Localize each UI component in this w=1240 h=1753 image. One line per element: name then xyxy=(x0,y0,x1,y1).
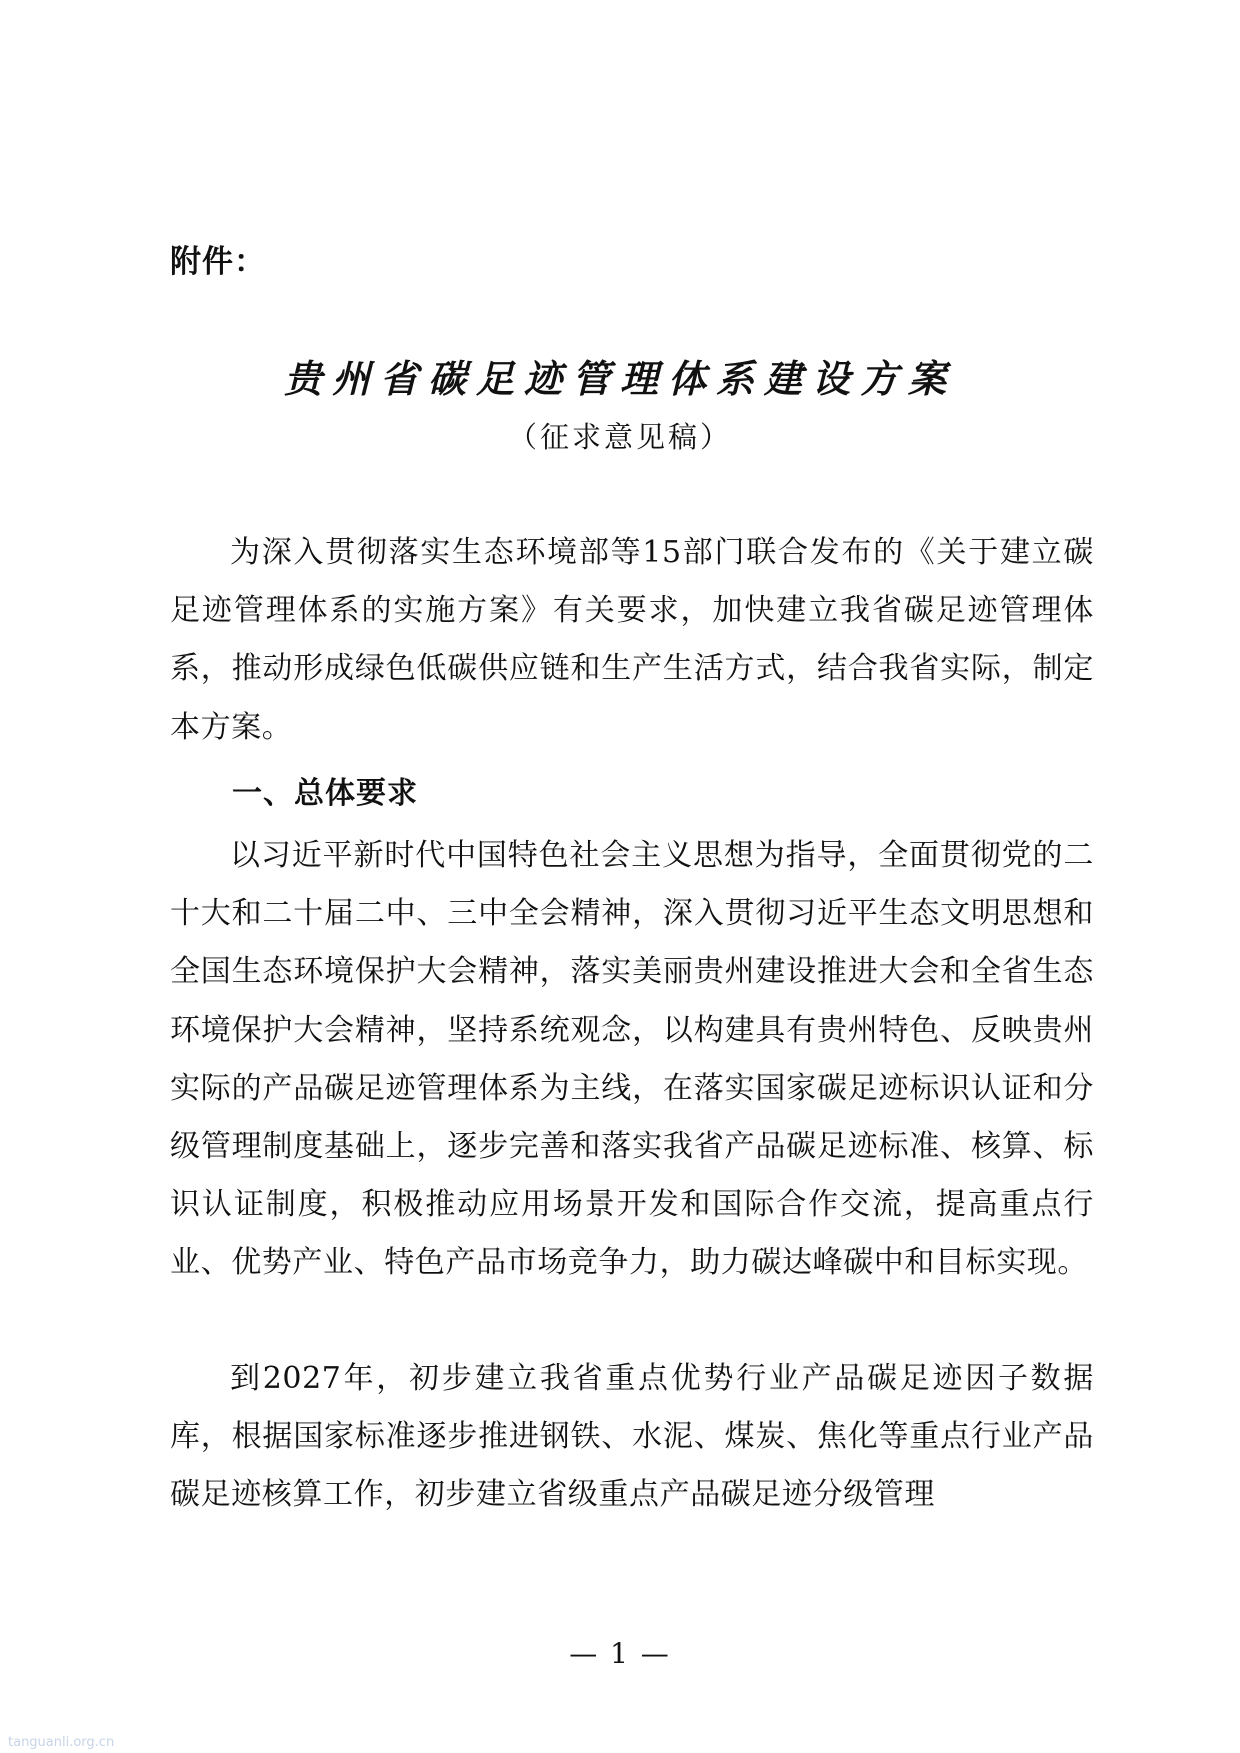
document-title: 贵州省碳足迹管理体系建设方案 xyxy=(283,356,956,401)
target-2027-paragraph: 到2027年，初步建立我省重点优势行业产品碳足迹因子数据库，根据国家标准逐步推进钢铁、水泥、煤炭、焦化等重点行业产品碳足迹核算工作，初步建立省级重点产品碳足迹分级管理 xyxy=(170,1361,1094,1513)
intro-paragraph: 为深入贯彻落实生态环境部等15部门联合发布的《关于建立碳足迹管理体系的实施方案》有关要求，加快建立我省碳足迹管理体系，推动形成绿色低碳供应链和生产生活方式，结合我省实际，制定本方案。 xyxy=(170,535,1094,745)
page-number: — 1 — xyxy=(569,1637,671,1670)
section-heading-general-requirements: 一、总体要求 xyxy=(232,776,418,811)
document-subtitle: （征求意见稿） xyxy=(507,420,732,454)
attachment-label: 附件： xyxy=(170,244,266,280)
watermark: tanguanli.org.cn xyxy=(8,1735,115,1750)
guiding-principle-paragraph: 以习近平新时代中国特色社会主义思想为指导，全面贯彻党的二十大和二十届二中、三中全会精神，深入贯彻习近平生态文明思想和全国生态环境保护大会精神，落实美丽贵州建设推进大会和全省生态环境保护大会精神，坚持系统观念，以构建具有贵州特色、反映贵州实际的产品碳足迹管理体系为主线，在落实国家碳足迹标识认证和分级管理制度基础上，逐步完善和落实我省产品碳足迹标准、核算、标识认证制度，积极推动应用场景开发和国际合作交流，提高重点行业、优势产业、特色产品市场竞争力，助力碳达峰碳中和目标实现。 xyxy=(170,838,1094,1281)
